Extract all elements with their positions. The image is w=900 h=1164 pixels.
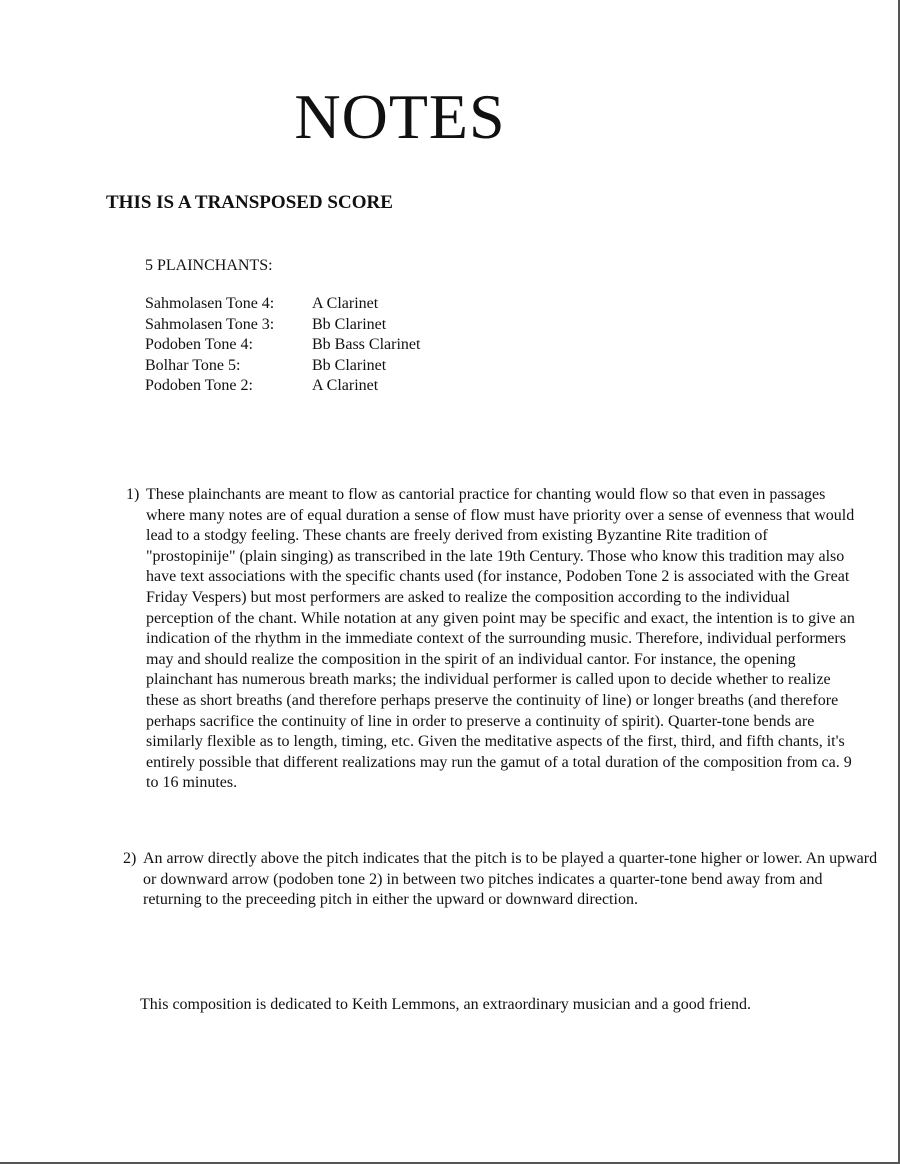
chant-instrument: A Clarinet [312,295,379,312]
note-text: These plainchants are meant to flow as cantorial practice for chanting would flow so that even in passages where many notes are of equal duration a sense of flow must have priority over a sense of evenness that would lead to a stodgy feeling. These chants are freely derived from existing Byzantine Rite tradition of "prostopinije" (plain singing) as transcribed in the late 19th Century. Those who know this tradition may also have text associations with the specific chants used (for instance, Podoben Tone 2 is associated with the Great Friday Vespers) but most performers are asked to realize the composition according to the individual perception of the chant. While notation at any given point may be specific and exact, the intention is to give an indication of the rhythm in the immediate context of the surrounding music. Therefore, individual performers may and should realize the composition in the spirit of an individual cantor. For instance, the opening plainchant has numerous breath marks; the individual performer is called upon to decide whether to realize these as short breaths (and therefore perhaps preserve the continuity of line) or longer breaths (and therefore perhaps sacrifice the continuity of line in order to preserve a continuity of spirit). Quarter-tone bends are similarly flexible as to length, timing, etc. Given the meditative aspects of the first, third, and fifth chants, it's entirely possible that different realizations may run the gamut of a total duration of the composition from ca. 9 to 16 minutes. [146,486,855,792]
chant-row [145,315,420,336]
dedication: This composition is dedicated to Keith Lemmons, an extraordinary musician and a good friend. [140,996,751,1013]
performance-note-1 [126,485,856,794]
chant-instrument: Bb Clarinet [312,315,387,333]
chant-name: Sahmolasen Tone 4: [145,295,275,312]
note-number: 2) [123,850,137,867]
chant-name: Podoben Tone 4: [145,336,253,353]
chant-name: Sahmolasen Tone 3: [145,315,275,333]
score-type-heading: THIS IS A TRANSPOSED SCORE [106,192,393,213]
chant-name: Podoben Tone 2: [145,377,253,394]
chant-row [145,294,420,315]
note-text: An arrow directly above the pitch indicates that the pitch is to be played a quarter-tone higher or lower. An upward or downward arrow (podoben tone 2) in between two pitches indicates a quarter-tone bend away from and returning to the preceeding pitch in either the upward or downward direction. [143,850,878,909]
chant-row [145,376,420,397]
chant-instrument: A Clarinet [312,377,379,394]
chant-instrument: Bb Clarinet [312,356,387,374]
chant-row [145,335,420,356]
page-title: NOTES [294,81,506,152]
performance-note-2 [123,849,883,911]
note-number: 1) [126,486,140,503]
chant-row [145,356,420,377]
plainchants-heading: 5 PLAINCHANTS: [145,257,273,274]
plainchant-list [145,294,420,397]
chant-name: Bolhar Tone 5: [145,356,241,374]
chant-instrument: Bb Bass Clarinet [312,336,421,353]
